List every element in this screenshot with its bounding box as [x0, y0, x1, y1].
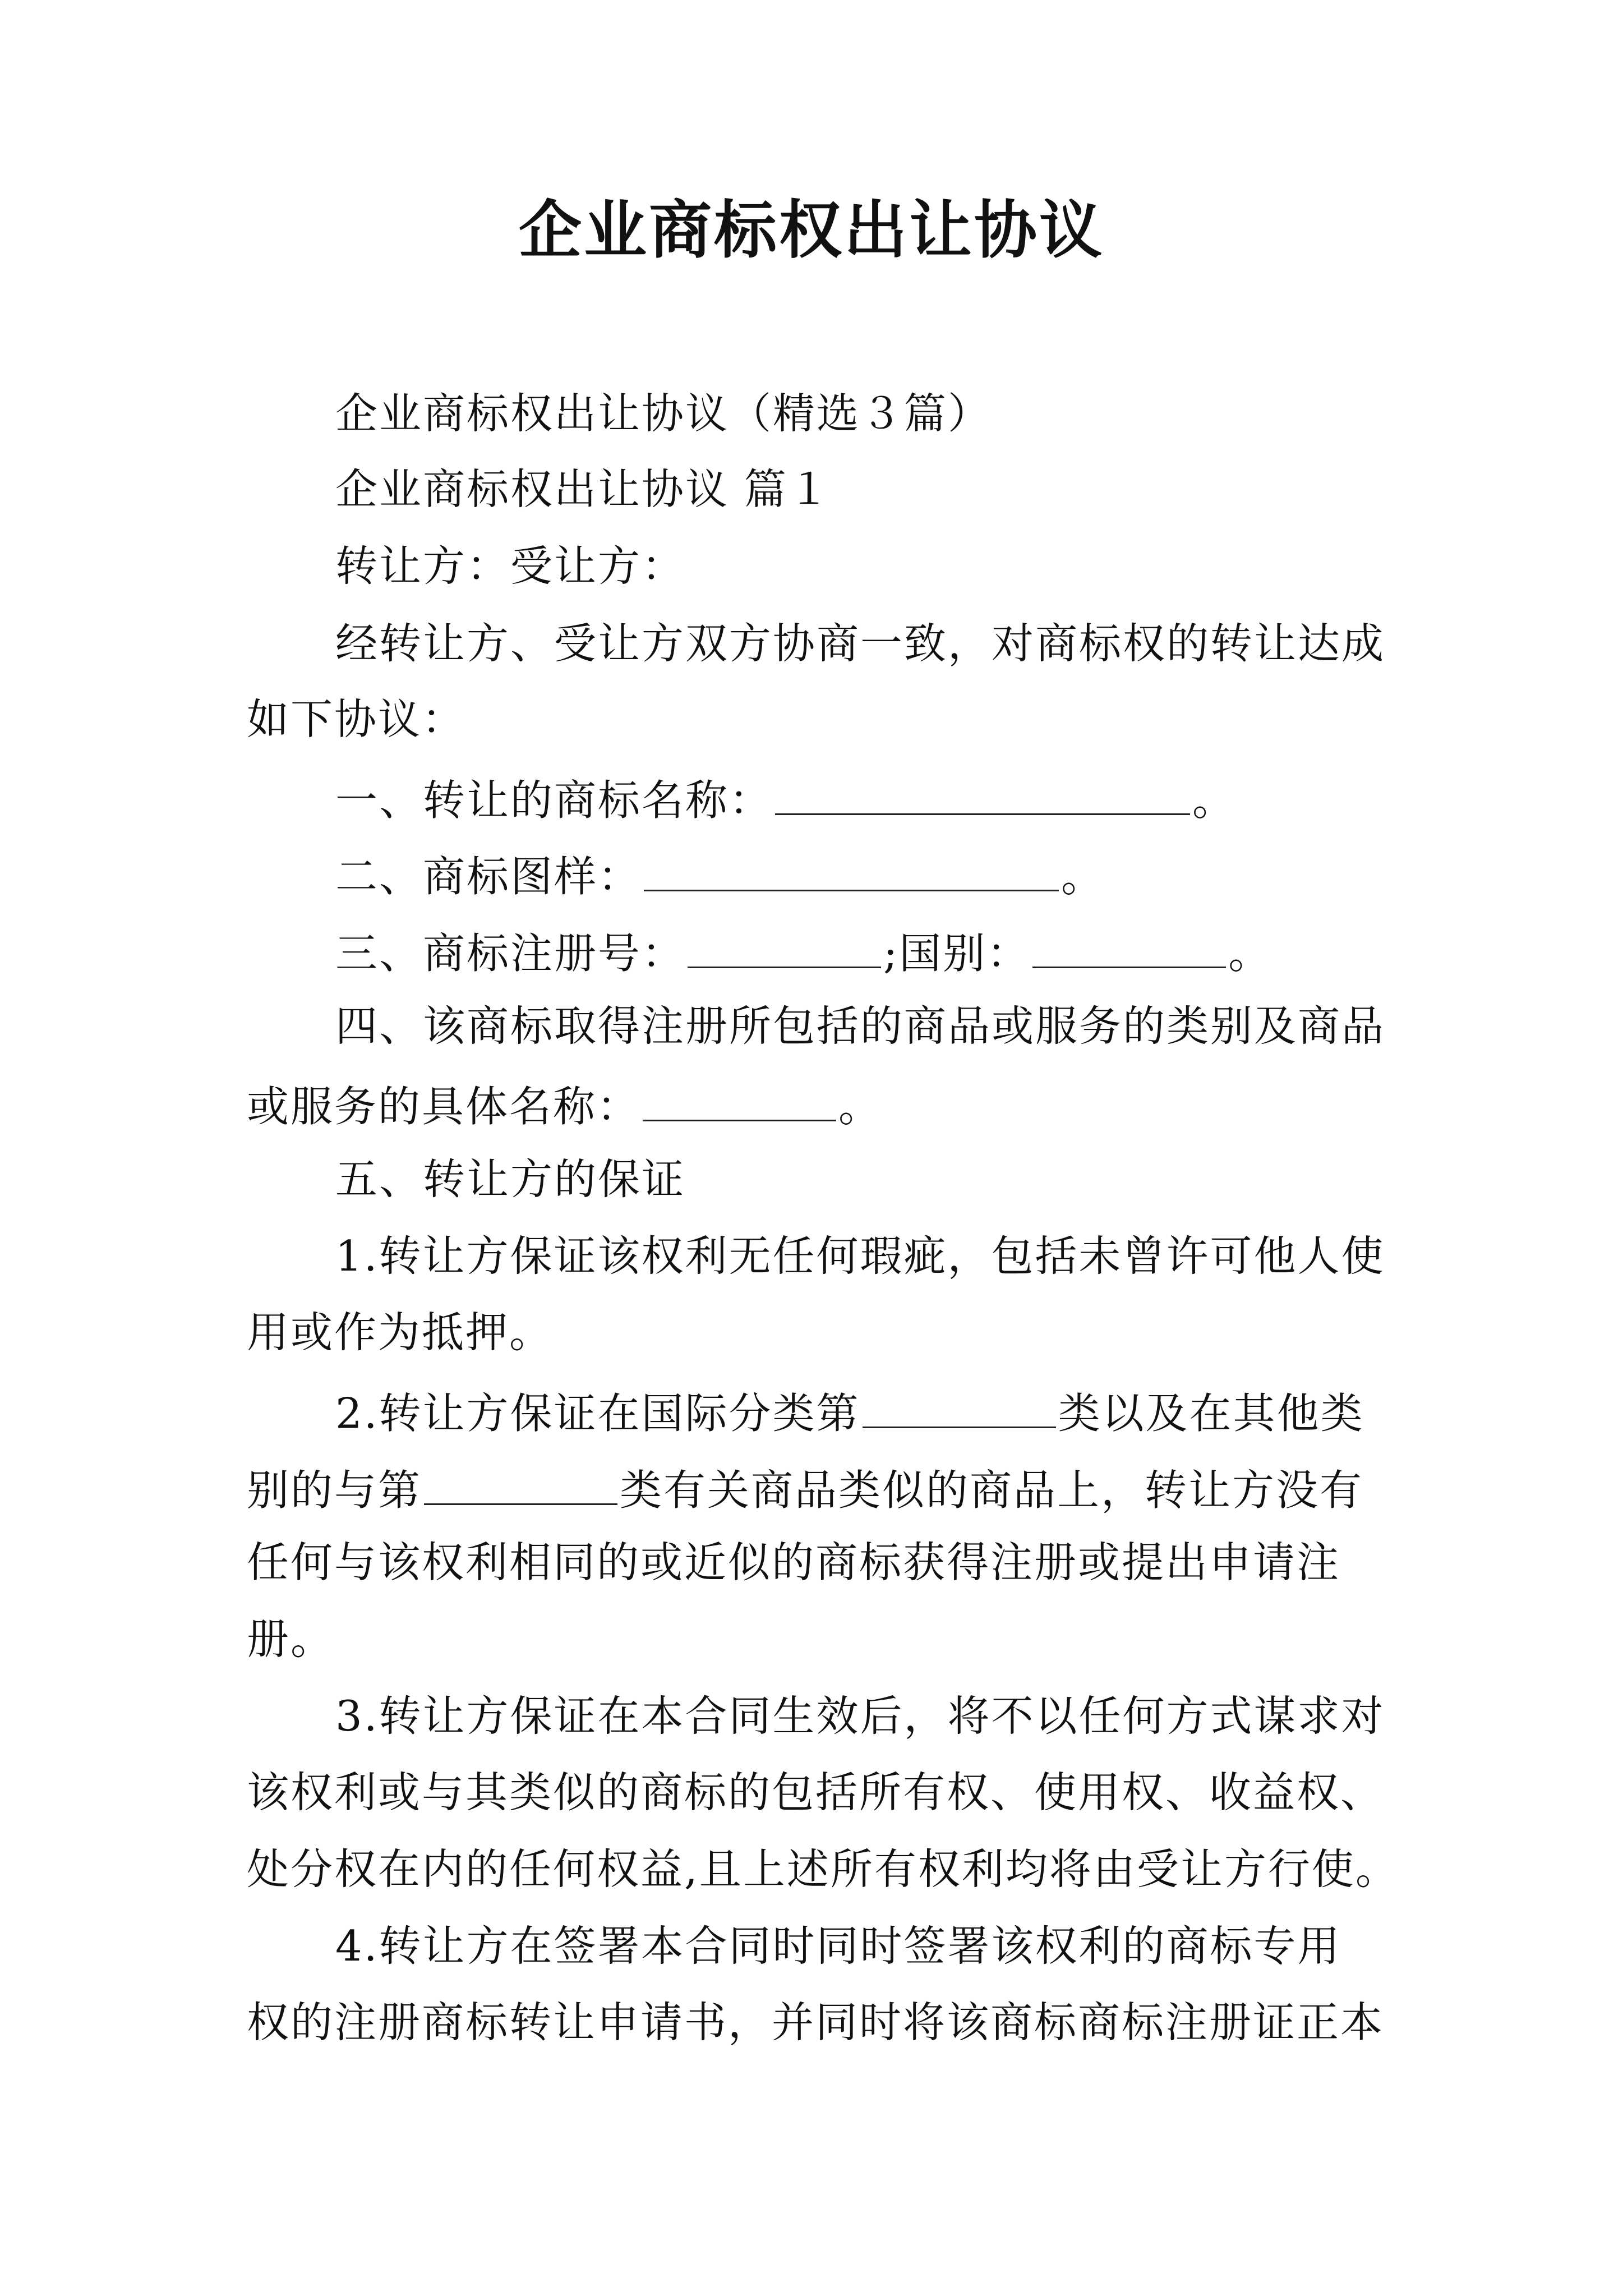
clause-2-line-3: 任何与该权利相同的或近似的商标获得注册或提出申请注 — [247, 1538, 1341, 1587]
clause-2-line-1 — [335, 1388, 1364, 1438]
item-3-label: 三、商标注册号： — [335, 928, 686, 978]
clause-3-line-2: 该权利或与其类似的商标的包括所有权、使用权、收益权、 — [247, 1768, 1385, 1817]
goods-services-blank — [643, 1082, 836, 1121]
clause-2-text-a: 2.转让方保证在国际分类第 — [335, 1388, 860, 1438]
intro-line-2: 如下协议： — [247, 694, 466, 744]
trademark-image-blank — [644, 852, 1059, 891]
document-title: 企业商标权出让协议 — [519, 194, 1104, 267]
clause-3-line-1: 3.转让方保证在本合同生效后，将不以任何方式谋求对 — [335, 1691, 1385, 1741]
item-4-line-1: 四、该商标取得注册所包括的商品或服务的类别及商品 — [335, 1001, 1386, 1051]
clause-2-text-d: 类有关商品类似的商品上，转让方没有 — [620, 1465, 1364, 1515]
related-class-blank — [424, 1465, 617, 1505]
item-4-line-2 — [247, 1082, 883, 1131]
registration-number-blank — [688, 928, 881, 968]
clause-2-line-4: 册。 — [247, 1614, 335, 1664]
clause-4-line-2: 权的注册商标转让申请书，并同时将该商标商标注册证正本 — [247, 1998, 1385, 2047]
section-heading: 企业商标权出让协议 篇１ — [335, 464, 832, 514]
clause-4-line-1: 4.转让方在签署本合同时同时签署该权利的商标专用 — [335, 1921, 1341, 1971]
item-1-period: 。 — [1192, 775, 1237, 825]
clause-2-line-2 — [247, 1465, 1364, 1515]
clause-2-text-c: 别的与第 — [247, 1465, 422, 1515]
item-3-period: 。 — [1228, 928, 1272, 978]
parties-line: 转让方：受让方： — [335, 541, 686, 591]
clause-2-text-b: 类以及在其他类 — [1058, 1388, 1364, 1438]
item-3 — [335, 928, 1272, 978]
item-2-period: 。 — [1061, 852, 1105, 901]
item-4-period: 。 — [838, 1082, 883, 1131]
intl-class-blank — [863, 1388, 1056, 1428]
trademark-name-blank — [775, 775, 1190, 815]
country-blank — [1032, 928, 1226, 968]
clause-3-line-3: 处分权在内的任何权益,且上述所有权利均将由受让方行使。 — [247, 1844, 1399, 1894]
intro-line-1: 经转让方、受让方双方协商一致，对商标权的转让达成 — [335, 619, 1386, 668]
clause-1-line-2: 用或作为抵押。 — [247, 1308, 554, 1357]
item-1-label: 一、转让的商标名称： — [335, 775, 773, 825]
item-5: 五、转让方的保证 — [335, 1154, 686, 1204]
item-2-label: 二、商标图样： — [335, 852, 642, 901]
item-3-country-label: ;国别： — [883, 928, 1031, 978]
item-2 — [335, 852, 1105, 901]
item-4-label: 或服务的具体名称： — [247, 1082, 641, 1131]
item-1 — [335, 775, 1237, 825]
subtitle: 企业商标权出让协议（精选３篇） — [335, 389, 992, 438]
clause-1-line-1: 1.转让方保证该权利无任何瑕疵，包括未曾许可他人使 — [335, 1231, 1385, 1281]
